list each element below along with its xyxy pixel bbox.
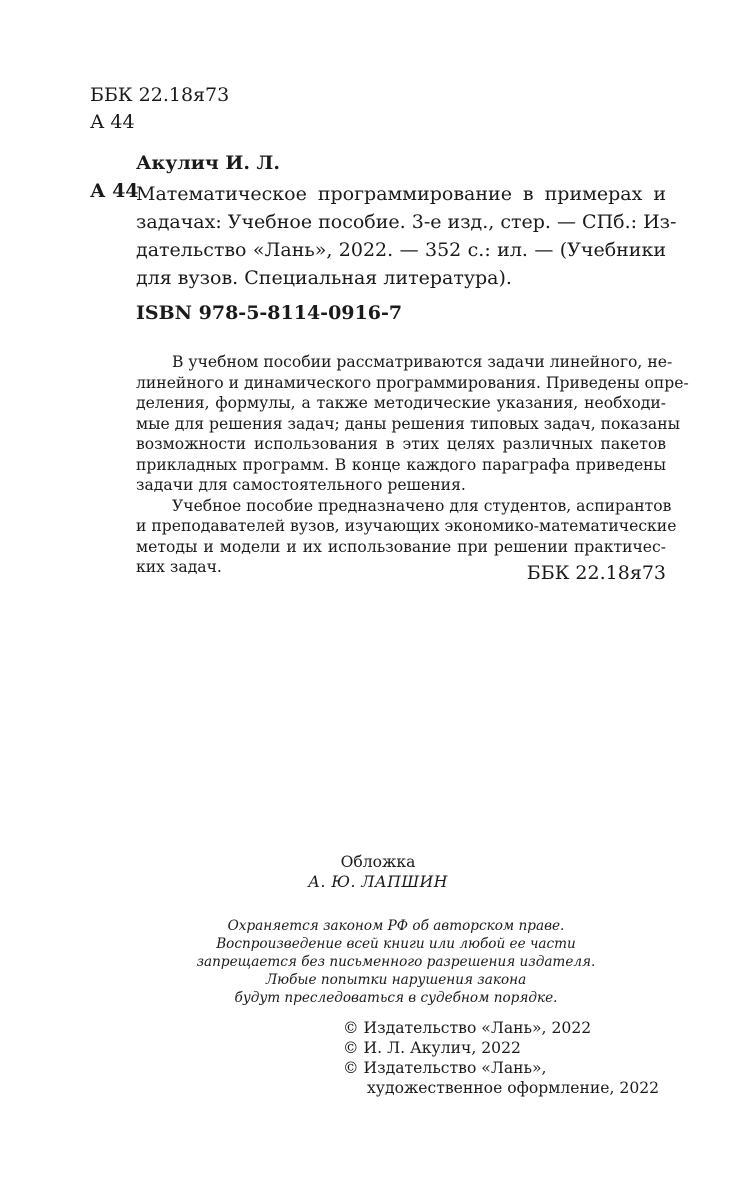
copyright-line: художественное оформление, 2022 (367, 1079, 660, 1097)
annotation-line: линейного и динамического программирования. Приведены опре- (136, 373, 689, 392)
notice-line: будут преследоваться в судебном порядке. (234, 990, 558, 1006)
annotation-line: ких задач. (136, 558, 222, 576)
author-name: Акулич И. Л. (136, 152, 280, 174)
author-mark: А 44 (90, 111, 135, 133)
copyright-line: © И. Л. Акулич, 2022 (343, 1039, 521, 1057)
copyright-line: © Издательство «Лань», (343, 1059, 547, 1077)
annotation (136, 352, 689, 578)
bbk-code-bottom: ББК 22.18я73 (526, 562, 666, 584)
isbn: ISBN 978-5-8114-0916-7 (136, 302, 403, 324)
description-line: задачах: Учебное пособие. 3-е изд., стер. — СПб.: Из- (136, 211, 677, 233)
annotation-line: методы и модели и их использование при решении практичес- (136, 537, 666, 556)
annotation-line: Учебное пособие предназначено для студентов, аспирантов (172, 496, 672, 515)
copyright-notice (0, 917, 756, 1007)
copyright-line: © Издательство «Лань», 2022 (343, 1019, 592, 1037)
entry-author-mark: А 44 (90, 180, 139, 202)
bibliographic-description (136, 180, 677, 292)
notice-line: Воспроизведение всей книги или любой ее части (216, 936, 576, 952)
cover-credit (0, 852, 756, 892)
annotation-line: В учебном пособии рассматриваются задачи линейного, не- (172, 353, 673, 371)
description-line: дательство «Лань», 2022. — 352 с.: ил. — (Учебники (136, 239, 666, 261)
cover-label: Обложка (340, 853, 416, 871)
description-line: для вузов. Специальная литература). (136, 267, 512, 289)
annotation-line: задачи для самостоятельного решения. (136, 476, 466, 494)
copyright-block (343, 1018, 659, 1098)
annotation-line: возможности использования в этих целях различных пакетов (136, 435, 666, 453)
annotation-line: мые для решения задач; даны решения типовых задач, показаны (136, 414, 681, 433)
classification-block (90, 82, 229, 136)
notice-line: Охраняется законом РФ об авторском праве. (227, 918, 565, 934)
description-line: Математическое программирование в примерах и (136, 183, 666, 205)
notice-line: Любые попытки нарушения закона (265, 972, 527, 988)
annotation-line: и преподавателей вузов, изучающих экономико-математические (136, 517, 677, 535)
notice-line: запрещается без письменного разрешения издателя. (196, 954, 596, 970)
annotation-line: прикладных программ. В конце каждого параграфа приведены (136, 455, 666, 474)
annotation-line: деления, формулы, а также методические указания, необходи- (136, 394, 666, 412)
bbk-code: ББК 22.18я73 (90, 84, 230, 106)
cover-designer: А. Ю. ЛАПШИН (308, 873, 448, 891)
